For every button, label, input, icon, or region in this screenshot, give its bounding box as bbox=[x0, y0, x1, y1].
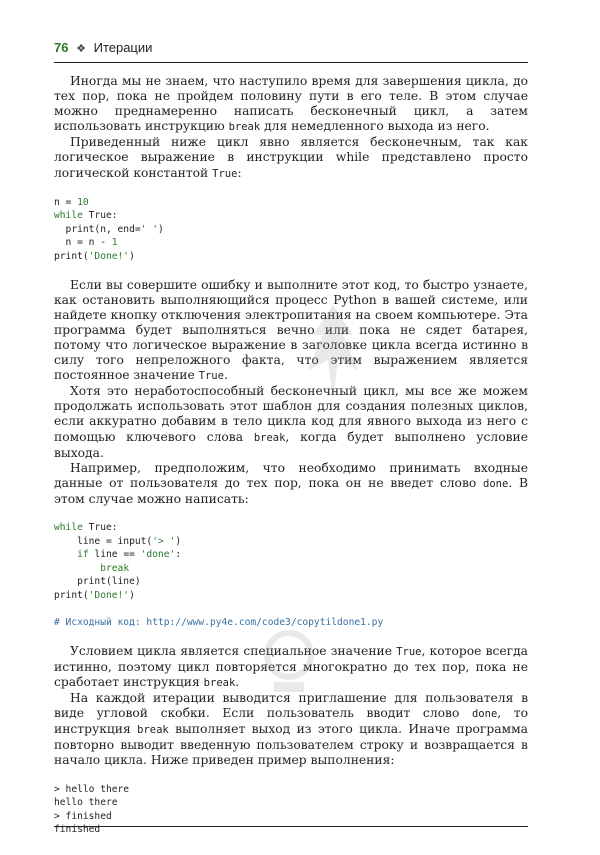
footer-rule bbox=[54, 826, 528, 827]
code-block-copytildone: while True: line = input('> ') if line == 'done': break print(line) print('Done!') # Исходный код: http://www.py4e.com/code3/copytildone1.py bbox=[54, 522, 384, 629]
diamond-icon: ❖ bbox=[76, 43, 86, 55]
source-code-comment: # Исходный код: http://www.py4e.com/code3/copytildone1.py bbox=[54, 617, 384, 629]
watermark-icon bbox=[254, 620, 324, 710]
paragraph: Приведенный ниже цикл явно является бесконечным, так как логическое выражение в инструкции while представлено просто логической константой True: bbox=[54, 135, 528, 180]
header-rule bbox=[54, 62, 528, 63]
paragraph: Если вы совершите ошибку и выполните этот код, то быстро узнаете, как остановить выполняющийся процесс Python в вашей системе, или найдете кнопку отключения электропитания на своем компьютере. Эта программа будет выполняться вечно или пока не сядет батарея, потому что логическое выражение в заголовке цикла всегда истинно в силу того непреложного факта, что этим выражением является постоянное значение True. bbox=[54, 277, 528, 383]
paragraph: Например, предположим, что необходимо принимать входные данные от пользователя до тех пор, пока он не введет слово done. В этом случае можно написать: bbox=[54, 460, 528, 506]
running-header bbox=[54, 40, 528, 58]
code-block-infinite-loop: n = 10 while True: print(n, end=' ') n = n - 1 print('Done!') bbox=[54, 196, 164, 263]
chapter-title: Итерации bbox=[93, 40, 153, 55]
page-number: 76 bbox=[54, 40, 69, 55]
page bbox=[54, 0, 528, 855]
paragraph: Иногда мы не знаем, что наступило время для завершения цикла, до тех пор, пока не пройдем половину пути в его теле. В этом случае можно преднамеренно написать бесконечный цикл, а затем использовать инструкцию break для немедленного выхода из него. bbox=[54, 74, 528, 134]
paragraph: Условием цикла является специальное значение True, которое всегда истинно, поэтому цикл повторяется многократно до тех пор, пока не сработает инструкция break. bbox=[54, 643, 529, 689]
page-body bbox=[54, 74, 528, 851]
program-output: > hello there hello there > finished finished bbox=[54, 783, 130, 836]
watermark-icon bbox=[298, 300, 368, 420]
paragraph: На каждой итерации выводится приглашение для пользователя в виде угловой скобки. Если пользователь вводит слово done, то инструкция break выполняет выход из этого цикла. Иначе программа повторно выводит введенную пользователем строку и возвращается в начало цикла. Ниже приведен пример выполнения: bbox=[54, 691, 529, 768]
paragraph: Хотя это неработоспособный бесконечный цикл, мы все же можем продолжать использовать этот шаблон для создания полезных циклов, если аккуратно добавим в тело цикла код для явного выхода из него с помощью ключевого слова break, когда будет выполнено условие выхода. bbox=[54, 384, 529, 460]
